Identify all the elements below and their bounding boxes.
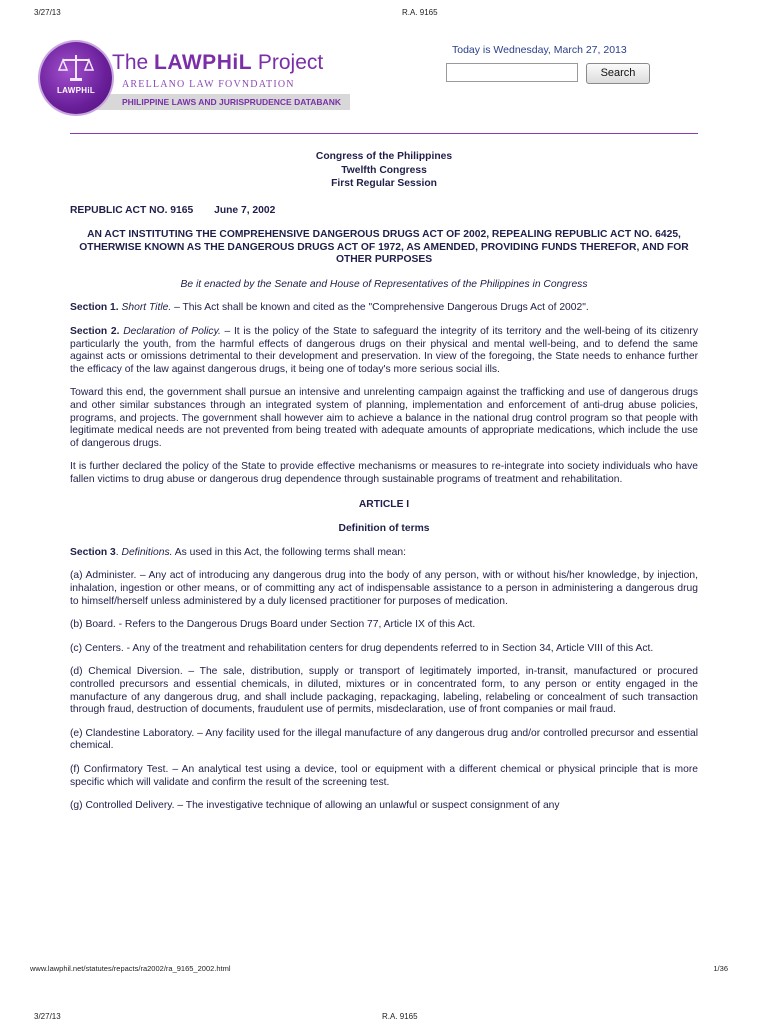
brand-prefix: The bbox=[112, 51, 149, 74]
foundation-name: ARELLANO LAW FOVNDATION bbox=[122, 79, 295, 90]
article-heading: ARTICLE I bbox=[358, 498, 410, 510]
definition-item: (f) Confirmatory Test. – An analytical test using a device, tool or equipment with a different chemical or physical principle that is more specific which will validate and confirm the result of the screening test. bbox=[70, 763, 698, 788]
definition-item: (b) Board. - Refers to the Dangerous Drugs Board under Section 77, Article IX of this Act. bbox=[70, 619, 476, 631]
definition-item: (d) Chemical Diversion. – The sale, distribution, supply or transport of legitimately imported, in-transit, manufactured or procured controlled precursors and essential chemicals, in diluted, mixtures or in concentrated form, to any person or entity engaged in the manufacture of any dangerous drug, and shall include packaging, repackaging, labeling, relabeling or concealment of such transaction through fraud, destruction of documents, fraudulent use of permits, misdeclaration, use of front companies or mail fraud. bbox=[70, 666, 698, 716]
brand-main: LAWPHiL bbox=[154, 51, 253, 74]
section-title: Short Title. bbox=[121, 302, 172, 314]
section-3: Section 3. Definitions. As used in this Act, the following terms shall mean: bbox=[70, 546, 406, 558]
section-1 bbox=[70, 302, 698, 315]
print-date: 3/27/13 bbox=[34, 8, 61, 17]
section-2 bbox=[70, 326, 698, 376]
today-date: Today is Wednesday, March 27, 2013 bbox=[452, 44, 627, 56]
header-divider bbox=[70, 133, 698, 134]
session-line: First Regular Session bbox=[331, 178, 437, 189]
article-title: Definition of terms bbox=[338, 523, 430, 535]
section-label: Section 3 bbox=[70, 546, 116, 558]
seal-label: LAWPHiL bbox=[56, 86, 96, 95]
lawphil-logo[interactable] bbox=[40, 42, 350, 114]
definition-item: (g) Controlled Delivery. – The investigative technique of allowing an unlawful or suspect consignment of any bbox=[70, 800, 560, 812]
section-title: Definitions. bbox=[121, 546, 173, 558]
section-text: As used in this Act, the following terms shall mean: bbox=[172, 546, 406, 558]
search-input[interactable] bbox=[446, 63, 578, 82]
brand-suffix: Project bbox=[257, 51, 324, 74]
ra-number: REPUBLIC ACT NO. 9165 bbox=[70, 204, 194, 216]
section-text: – This Act shall be known and cited as the "Comprehensive Dangerous Drugs Act of 2002". bbox=[171, 302, 589, 314]
section-text: – It is the policy of the State to safeguard the integrity of its territory and the well-being of its citizenry particularly the youth, from the harmful effects of dangerous drugs on their physical and mental well-being, and to defend the same against acts or omissions detrimental to their development and preservation. In view of the foregoing, the State needs to enhance further the efficacy of the law against dangerous drugs, it being one of today's more serious social ills. bbox=[70, 326, 698, 375]
definition-item: (e) Clandestine Laboratory. – Any facility used for the illegal manufacture of any dangerous drug and/or controlled precursor and essential chemical. bbox=[70, 727, 698, 752]
definition-item: (c) Centers. - Any of the treatment and rehabilitation centers for drug dependents referred to in Section 34, Article VIII of this Act. bbox=[70, 642, 654, 654]
brand-name bbox=[112, 51, 323, 75]
search-button[interactable]: Search bbox=[586, 63, 650, 84]
lawphil-seal-icon bbox=[40, 42, 112, 114]
section-title: Declaration of Policy. bbox=[123, 326, 221, 338]
paragraph: Toward this end, the government shall pursue an intensive and unrelenting campaign against the trafficking and use of dangerous drugs and other similar substances through an integrated system of planning, implementation and enforcement of anti-drug abuse policies, programs, and projects. The government shall however aim to achieve a balance in the national drug control program so that people with legitimate medical needs are not prevented from being treated with adequate amounts of appropriate medications, which include the use of dangerous drugs. bbox=[70, 387, 698, 449]
print-title: R.A. 9165 bbox=[402, 8, 438, 17]
section-label: Section 2. bbox=[70, 326, 120, 338]
paragraph: It is further declared the policy of the State to provide effective mechanisms or measures to re-integrate into society individuals who have fallen victims to drug abuse or dangerous drug dependence through sustainable programs of treatment and rehabilitation. bbox=[70, 461, 698, 485]
ra-heading bbox=[70, 205, 698, 218]
enacting-clause: Be it enacted by the Senate and House of Representatives of the Philippines in Congress bbox=[180, 278, 588, 290]
congress-heading bbox=[70, 150, 698, 191]
document-body bbox=[70, 150, 698, 813]
ra-date: June 7, 2002 bbox=[214, 204, 276, 216]
print-title: R.A. 9165 bbox=[382, 1012, 418, 1021]
page-number: 1/36 bbox=[713, 964, 728, 973]
definition-item: (a) Administer. – Any act of introducing any dangerous drug into the body of any person, with or without his/her knowledge, by injection, inhalation, ingestion or other means, or of committing any act of indispensable assistance to a person in administering a dangerous drug to himself/herself unless administered by a duly licensed practitioner for purposes of medication. bbox=[70, 570, 698, 607]
logo-banner: PHILIPPINE LAWS AND JURISPRUDENCE DATABANK bbox=[78, 94, 350, 110]
act-title: AN ACT INSTITUTING THE COMPREHENSIVE DANGEROUS DRUGS ACT OF 2002, REPEALING REPUBLIC ACT NO. 6425, OTHERWISE KNOWN AS THE DANGEROUS DRUGS ACT OF 1972, AS AMENDED, PROVIDING FUNDS THEREFOR, AND FOR OTHER PURPOSES bbox=[79, 229, 689, 266]
section-label: Section 1. bbox=[70, 302, 119, 314]
congress-line: Congress of the Philippines bbox=[315, 151, 453, 162]
page-url: www.lawphil.net/statutes/repacts/ra2002/ra_9165_2002.html bbox=[30, 964, 231, 973]
scales-icon bbox=[58, 52, 94, 84]
print-date: 3/27/13 bbox=[34, 1012, 61, 1021]
congress-number: Twelfth Congress bbox=[341, 164, 427, 176]
